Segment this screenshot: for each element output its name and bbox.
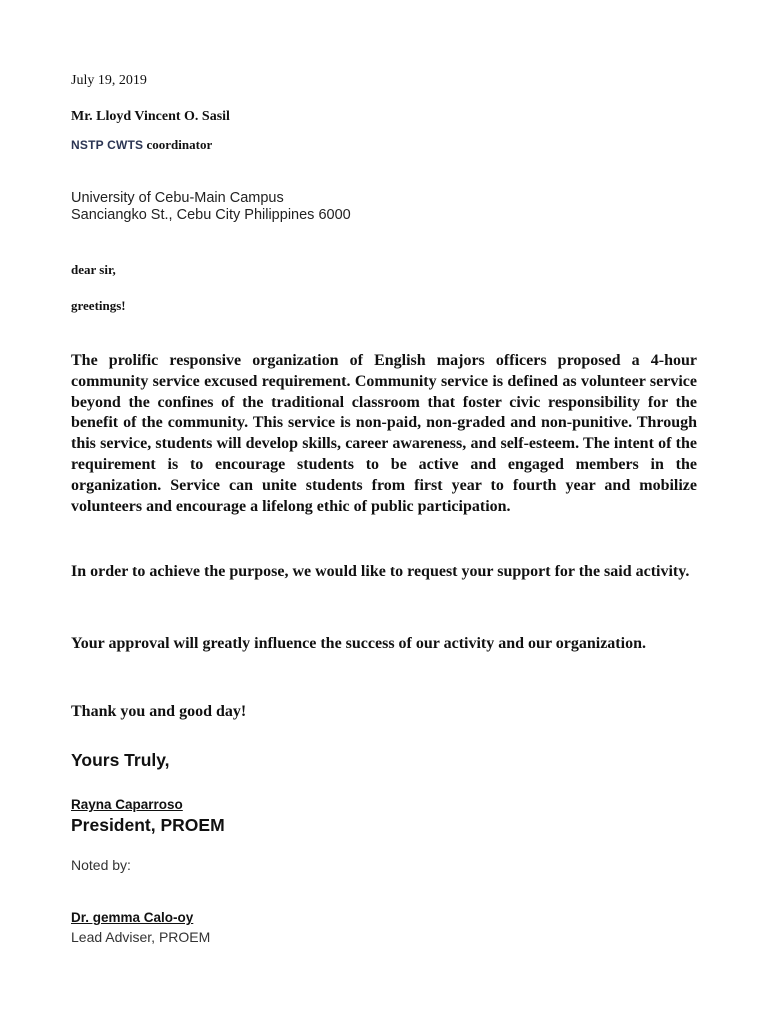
recipient-address	[71, 190, 351, 224]
salutation: dear sir,	[71, 262, 116, 277]
body-paragraph-3: Your approval will greatly influence the success of our activity and our organization.	[71, 635, 646, 652]
signer-role: President, PROEM	[71, 815, 225, 835]
thanks-line: Thank you and good day!	[71, 703, 247, 720]
address-line-1: University of Cebu-Main Campus	[71, 190, 284, 206]
recipient-program: NSTP CWTS	[71, 138, 144, 152]
greeting: greetings!	[71, 298, 126, 313]
letter-date: July 19, 2019	[71, 73, 147, 88]
closing: Yours Truly,	[71, 750, 170, 770]
adviser-name: Dr. gemma Calo-oy	[71, 910, 194, 925]
body-paragraph-2: In order to achieve the purpose, we would like to request your support for the said activity.	[71, 563, 690, 580]
address-line-2: Sanciangko St., Cebu City Philippines 6000	[71, 207, 351, 223]
body-paragraph-1: The prolific responsive organization of English majors officers proposed a 4-hour community service excused requirement. Community service is defined as volunteer service beyond the confines of the traditional classroom that foster civic responsibility for the benefit of the community. This service is non-paid, non-graded and non-punitive. Through this service, students will develop skills, career awareness, and self-esteem. The intent of the requirement is to encourage students to be active and engaged members in the organization. Service can unite students from first year to fourth year and mobilize volunteers and encourage a lifelong ethic of public participation.	[71, 352, 697, 515]
recipient-title	[71, 137, 212, 153]
recipient-name: Mr. Lloyd Vincent O. Sasil	[71, 109, 230, 124]
recipient-role: coordinator	[146, 137, 213, 152]
noted-by-label: Noted by:	[71, 857, 131, 873]
signer-name: Rayna Caparroso	[71, 797, 183, 812]
adviser-role: Lead Adviser, PROEM	[71, 929, 211, 945]
